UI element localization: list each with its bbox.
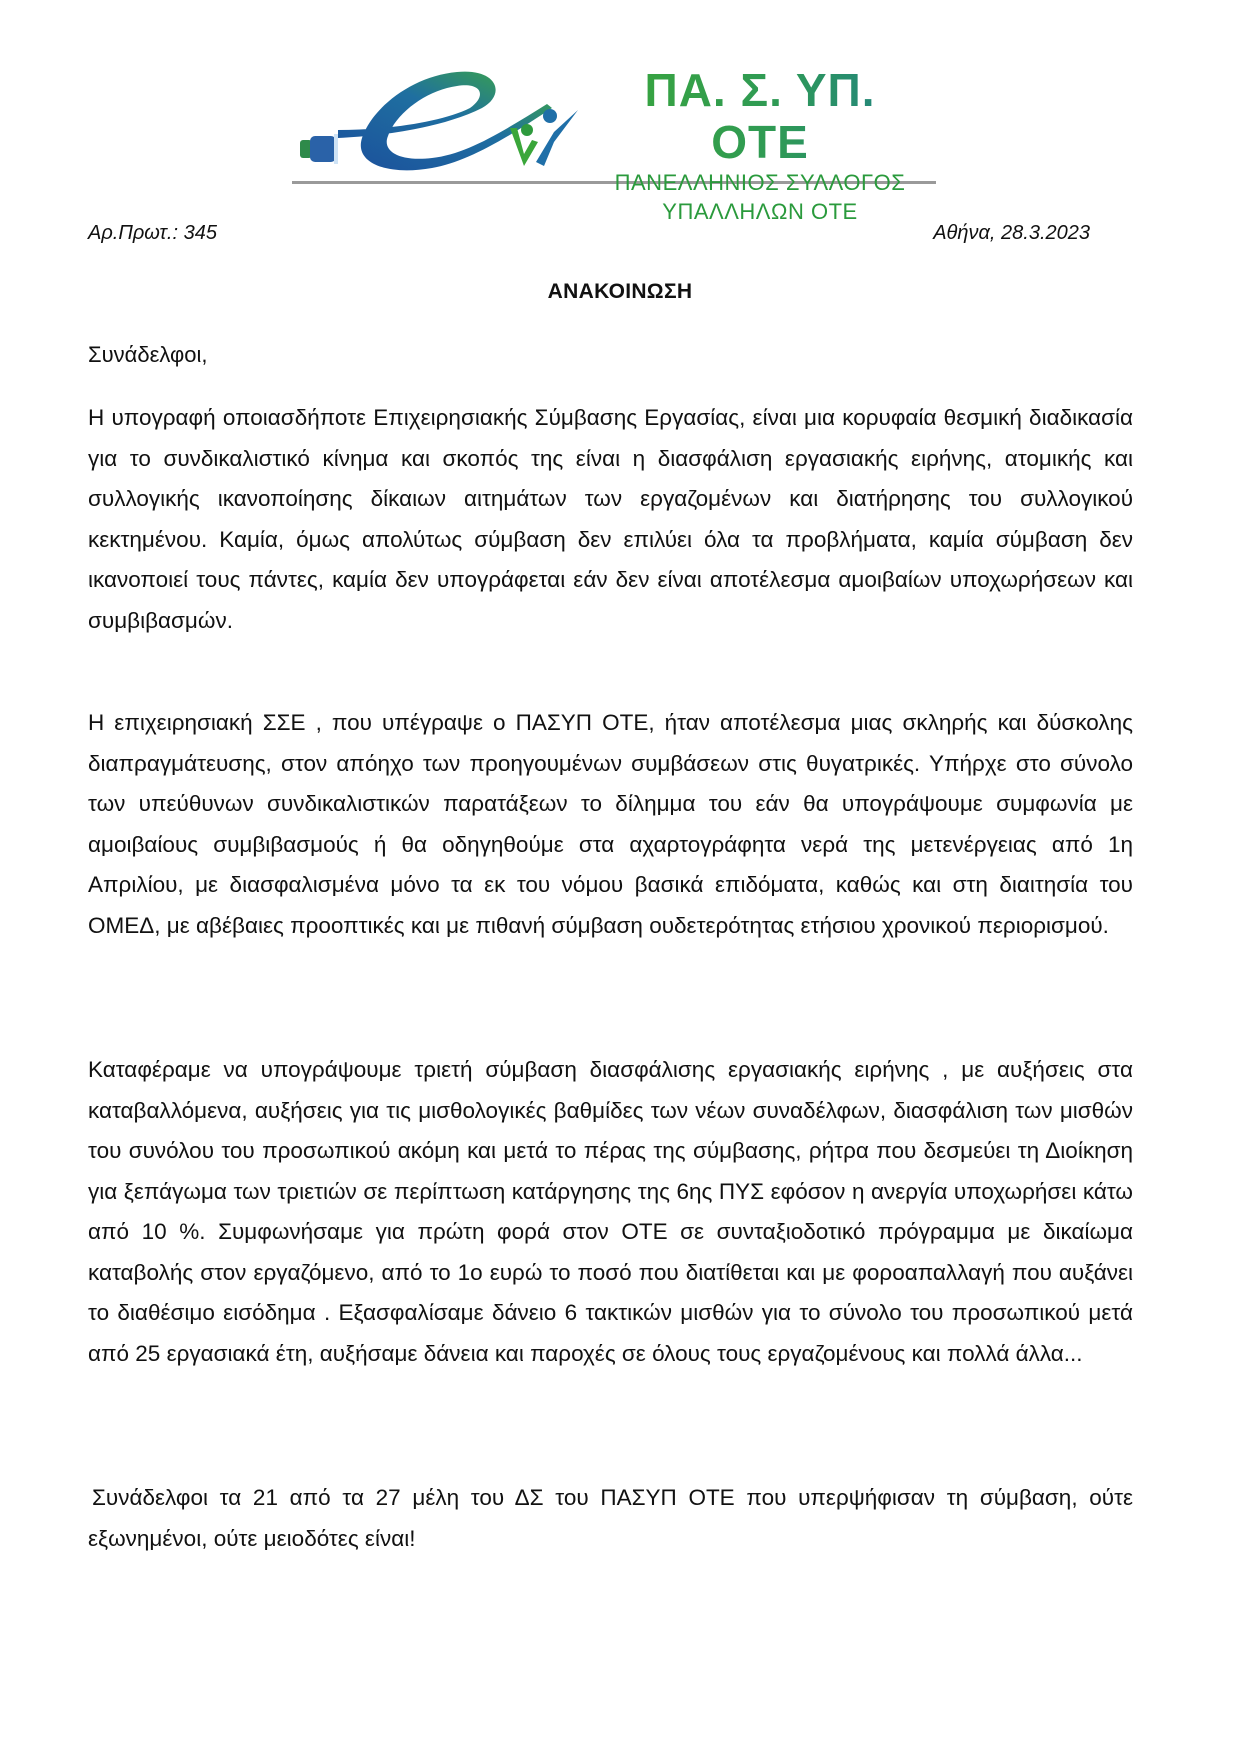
paragraph-text: Συνάδελφοι τα 21 από τα 27 μέλη του ΔΣ του ΠΑΣΥΠ ΟΤΕ που υπερψήφισαν τη σύμβαση, ούτε εξωνημένοι, ούτε μειοδότες είναι!	[88, 1485, 1133, 1551]
greeting: Συνάδελφοι,	[88, 342, 208, 367]
paragraph	[88, 1050, 1133, 1374]
document-title: ΑΝΑΚΟΙΝΩΣΗ	[547, 280, 693, 303]
logo-subtitle-line2: ΥΠΑΛΛΗΛΩΝ ΟΤΕ	[662, 199, 858, 224]
paragraph-text: Η επιχειρησιακή ΣΣΕ , που υπέγραψε ο ΠΑΣΥΠ ΟΤΕ, ήταν αποτέλεσμα μιας σκληρής και δύσκολης διαπραγμάτευσης, στον απόηχο των προηγουμένων συμβάσεων στις θυγατρικές. Υπήρχε στο σύνολο των υπεύθυνων συνδικαλιστικών παρατάξεων το δίλημμα του εάν θα υπογράψουμε συμφωνία με αμοιβαίους συμβιβασμούς ή θα οδηγηθούμε στα αχαρτογράφητα νερά της μετενέργειας από 1η Απριλίου, με διασφαλισμένα μόνο τα εκ του νόμου βασικά επιδόματα, καθώς και στη διαιτησία του ΟΜΕΔ, με αβέβαιες προοπτικές και με πιθανή σύμβαση ουδετερότητας ετήσιου χρονικού περιορισμού.	[88, 710, 1133, 938]
logo-text	[590, 64, 930, 226]
logo-subtitle-line1: ΠΑΝΕΛΛΗΝΙΟΣ ΣΥΛΛΟΓΟΣ	[614, 170, 906, 195]
person-head-blue	[543, 109, 557, 123]
cable-e-people-logo-icon	[292, 58, 592, 180]
paragraph	[88, 703, 1133, 946]
paragraph	[88, 398, 1133, 641]
paragraph-text: Καταφέραμε να υπογράψουμε τριετή σύμβαση διασφάλισης εργασιακής ειρήνης , με αυξήσεις στα καταβαλλόμενα, αυξήσεις για τις μισθολογικές βαθμίδες των νέων συναδέλφων, διασφάλιση των μισθών του συνόλου του προσωπικού ακόμη και μετά το πέρας της σύμβασης, ρήτρα που δεσμεύει τη Διοίκηση για ξεπάγωμα των τριετιών σε περίπτωση κατάργησης της 6ης ΠΥΣ εφόσον η ανεργία υποχωρήσει κάτω από 10 %. Συμφωνήσαμε για πρώτη φορά στον ΟΤΕ σε συνταξιοδοτικό πρόγραμμα με δικαίωμα καταβολής στον εργαζόμενο, από το 1ο ευρώ το ποσό που διατίθεται και με φοροαπαλλαγή που αυξάνει το διαθέσιμο εισόδημα . Εξασφαλίσαμε δάνειο 6 τακτικών μισθών για το σύνολο του προσωπικού μετά από 25 εργασιακά έτη, αυξήσαμε δάνεια και παροχές σε όλους τους εργαζομένους και πολλά άλλα...	[88, 1057, 1133, 1366]
cable-plug-body	[310, 136, 336, 162]
protocol-number: Αρ.Πρωτ.: 345	[88, 222, 217, 244]
person-head-green	[521, 124, 533, 136]
closing-paragraph	[88, 1478, 1133, 1559]
union-logo	[292, 58, 936, 224]
paragraph-text: Η υπογραφή οποιασδήποτε Επιχειρησιακής Σύμβασης Εργασίας, είναι μια κορυφαία θεσμική διαδικασία για το συνδικαλιστικό κίνημα και σκοπός της είναι η διασφάλιση εργασιακής ειρήνης, ατομικής και συλλογικής ικανοποίησης δίκαιων αιτημάτων των εργαζομένων και διατήρησης του συλλογικού κεκτημένου. Καμία, όμως απολύτως σύμβαση δεν επιλύει όλα τα προβλήματα, καμία σύμβαση δεν ικανοποιεί τους πάντες, καμία δεν υπογράφεται εάν δεν είναι αποτέλεσμα αμοιβαίων υποχωρήσεων και συμβιβασμών.	[88, 405, 1133, 633]
logo-title: ΠΑ. Σ. ΥΠ. ΟΤΕ	[590, 64, 930, 168]
place-date: Αθήνα, 28.3.2023	[933, 222, 1090, 244]
